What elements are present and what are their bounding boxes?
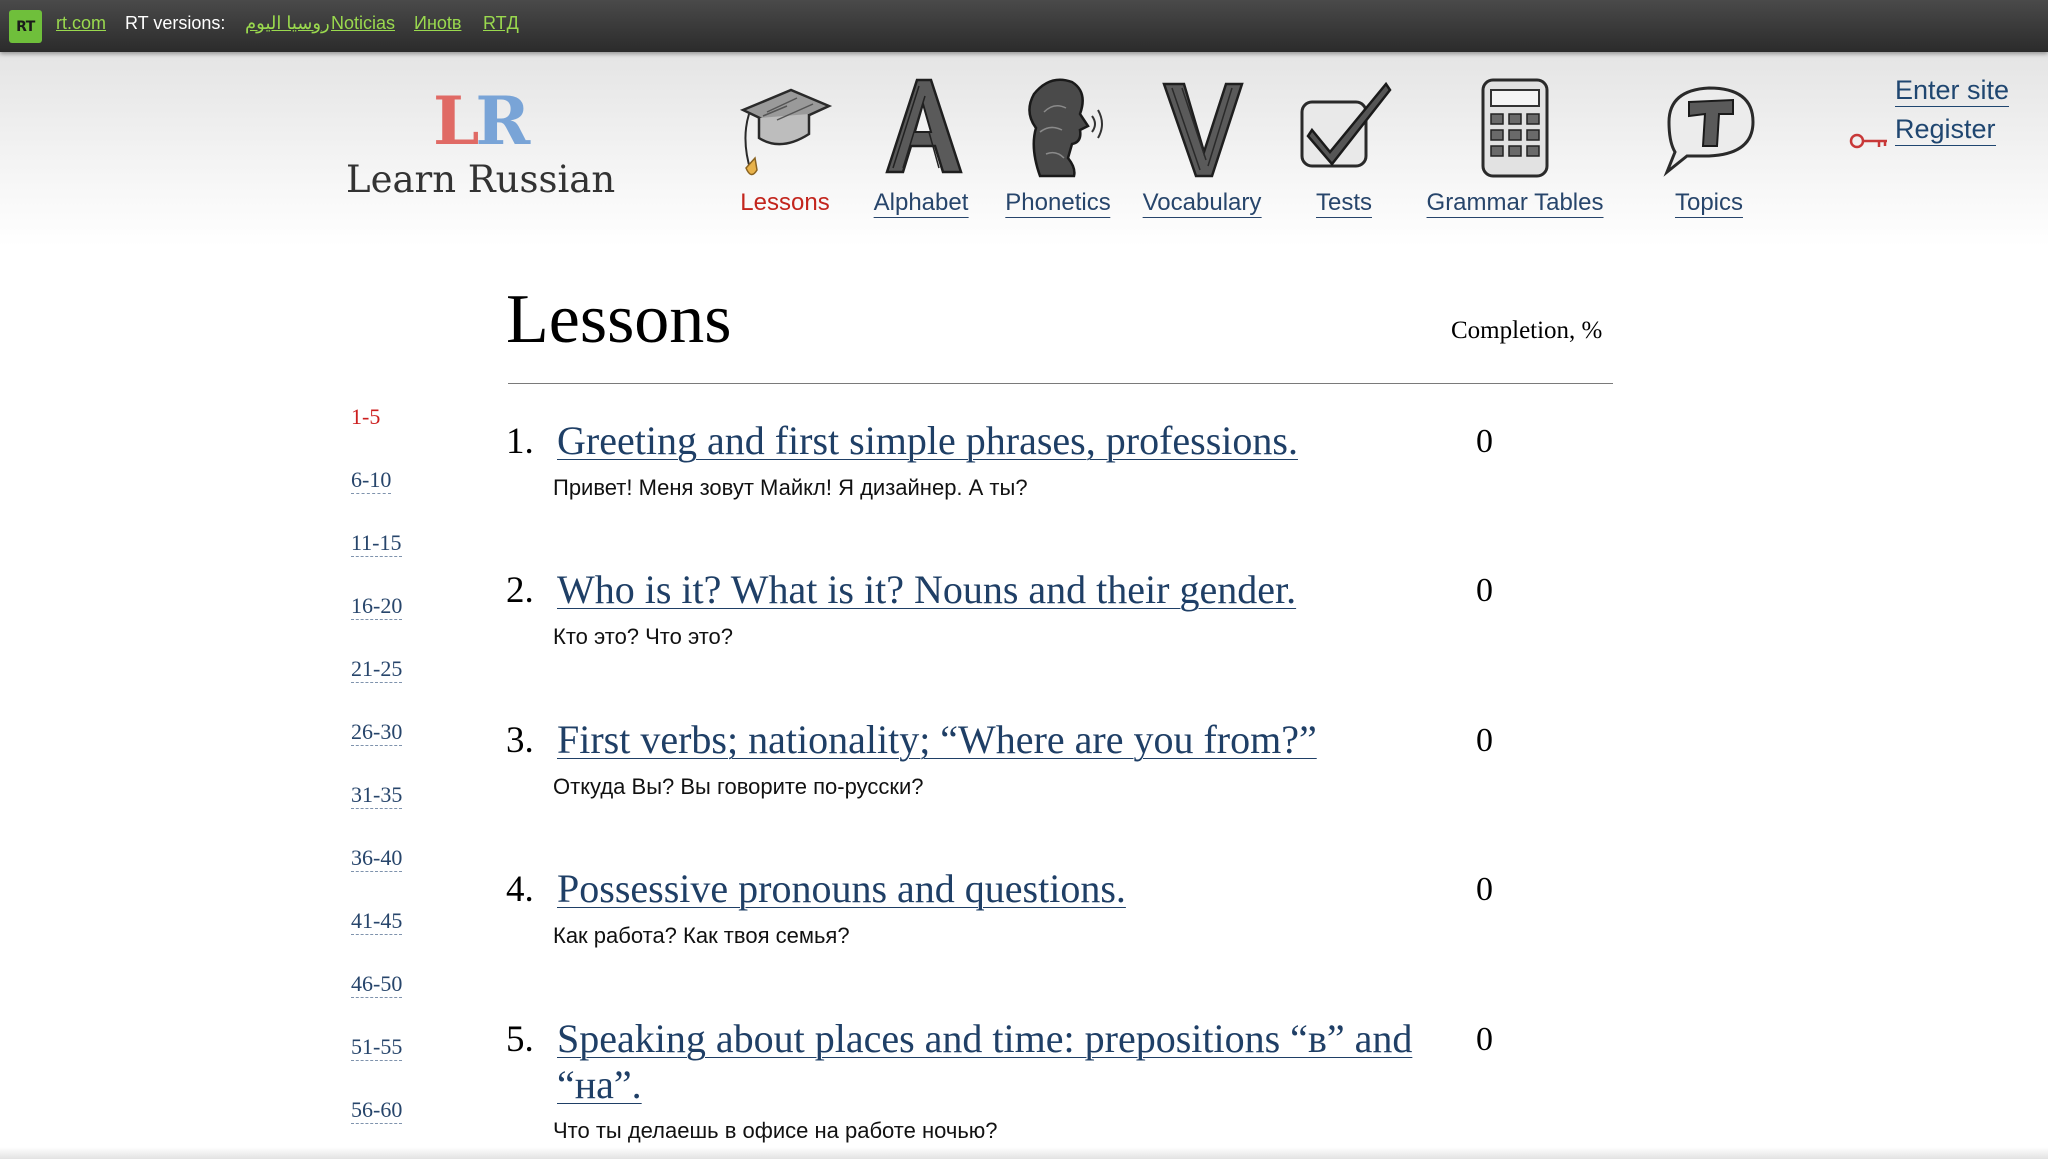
lesson-title-link[interactable]: Possessive pronouns and questions. <box>557 866 1126 911</box>
lesson-title-link[interactable]: First verbs; nationality; “Where are you from?” <box>557 717 1317 762</box>
nav-grammar-tables-label: Grammar Tables <box>1426 189 1604 216</box>
rt-version-spanish-link[interactable]: Noticias <box>331 13 396 33</box>
range-11-15[interactable]: 11-15 <box>351 530 402 555</box>
nav-tests[interactable] <box>1314 72 1374 222</box>
rt-version-inotv-link[interactable]: Иноtв <box>414 13 462 33</box>
range-1-5[interactable]: 1-5 <box>351 404 381 429</box>
range-16-20[interactable]: 16-20 <box>351 593 403 618</box>
range-51-55[interactable]: 51-55 <box>351 1034 403 1059</box>
lesson-title-link[interactable]: Who is it? What is it? Nouns and their gender. <box>557 567 1297 612</box>
nav-lessons-label: Lessons <box>740 189 830 216</box>
nav-vocabulary-label: Vocabulary <box>1142 189 1262 216</box>
speaking-head-icon <box>1010 72 1106 184</box>
range-31-35[interactable]: 31-35 <box>351 782 403 807</box>
lesson-completion: 0 <box>1476 722 1493 759</box>
enter-site-link[interactable]: Enter site <box>1895 75 2010 105</box>
range-46-50[interactable]: 46-50 <box>351 971 403 996</box>
logo-letter-l: L <box>433 82 476 160</box>
range-56-60[interactable]: 56-60 <box>351 1097 403 1122</box>
site-header <box>0 52 2048 247</box>
lesson-number: 5. <box>506 1019 534 1060</box>
lesson-completion: 0 <box>1476 423 1493 460</box>
nav-alphabet-label: Alphabet <box>873 189 969 216</box>
lesson-number: 1. <box>506 421 534 462</box>
lesson-number: 2. <box>506 570 534 611</box>
letter-v-icon <box>1154 72 1250 184</box>
site-name[interactable]: Learn Russian <box>346 158 616 201</box>
register-link[interactable]: Register <box>1895 114 1996 144</box>
logo-letter-r: R <box>475 82 527 160</box>
nav-lessons[interactable] <box>740 72 830 222</box>
lesson-number: 3. <box>506 720 534 761</box>
nav-grammar-tables[interactable] <box>1426 72 1604 222</box>
speech-bubble-t-icon <box>1657 72 1761 184</box>
range-26-30[interactable]: 26-30 <box>351 719 403 744</box>
range-6-10[interactable]: 6-10 <box>351 467 392 492</box>
bottom-edge <box>0 1147 2048 1159</box>
range-36-40[interactable]: 36-40 <box>351 845 403 870</box>
lesson-completion: 0 <box>1476 871 1493 908</box>
lesson-subtitle: Откуда Вы? Вы говорите по-русски? <box>553 774 924 799</box>
lesson-subtitle: Кто это? Что это? <box>553 624 734 649</box>
header-divider <box>508 383 1613 384</box>
lesson-title-link[interactable]: Speaking about places and time: prepositions “в” and “на”. <box>557 1016 1413 1107</box>
rt-version-arabic-link[interactable]: روسيا اليوم <box>245 13 330 33</box>
nav-tests-label: Tests <box>1315 189 1373 216</box>
lesson-completion: 0 <box>1476 572 1493 609</box>
completion-column-header: Completion, % <box>1451 317 1603 344</box>
graduation-cap-icon <box>737 72 833 184</box>
lr-logo[interactable] <box>433 82 527 160</box>
lesson-subtitle: Что ты делаешь в офисе на работе ночью? <box>553 1118 998 1143</box>
calculator-icon <box>1467 72 1563 184</box>
range-21-25[interactable]: 21-25 <box>351 656 403 681</box>
lesson-title-link[interactable]: Greeting and first simple phrases, professions. <box>557 418 1298 463</box>
lesson-subtitle: Как работа? Как твоя семья? <box>553 923 850 948</box>
lesson-subtitle: Привет! Меня зовут Майкл! Я дизайнер. А ты? <box>553 475 1028 500</box>
letter-a-icon <box>873 72 969 184</box>
rt-com-link[interactable]: rt.com <box>56 13 107 33</box>
range-41-45[interactable]: 41-45 <box>351 908 403 933</box>
nav-topics[interactable] <box>1657 72 1761 222</box>
nav-vocabulary[interactable] <box>1142 72 1262 222</box>
nav-phonetics[interactable] <box>1005 72 1111 222</box>
rt-version-rtd-link[interactable]: RTД <box>483 13 519 33</box>
lesson-number: 4. <box>506 869 534 910</box>
key-icon <box>1849 132 1889 150</box>
rt-top-bar <box>0 0 2048 52</box>
nav-alphabet[interactable] <box>873 72 969 222</box>
checkbox-icon <box>1294 72 1394 184</box>
nav-phonetics-label: Phonetics <box>1005 189 1111 216</box>
page-title: Lessons <box>506 281 732 358</box>
rt-versions-label: RT versions: <box>125 13 226 33</box>
nav-topics-label: Topics <box>1674 189 1744 216</box>
rt-logo-text: RT <box>16 18 35 35</box>
rt-logo[interactable] <box>9 10 42 43</box>
lesson-completion: 0 <box>1476 1021 1493 1058</box>
